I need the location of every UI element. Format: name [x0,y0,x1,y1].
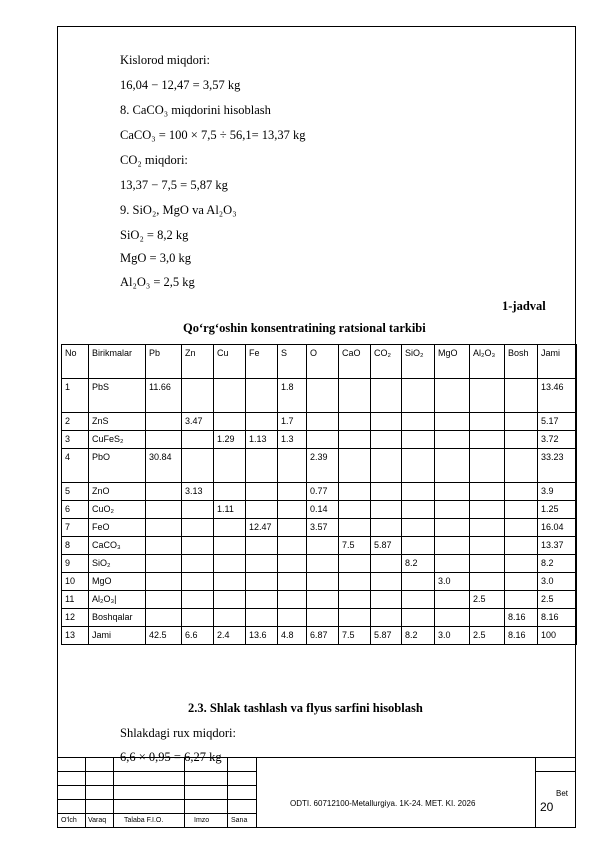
text-line: 6,6 × 0,95 = 6,27 kg [120,750,222,764]
table-cell [402,519,435,537]
stamp-col-label: Talaba F.I.O. [124,817,164,824]
table-cell: 1.3 [278,431,307,449]
table-cell [505,449,538,483]
table-cell [307,609,339,627]
table-row [62,555,577,573]
table-cell: 5.87 [371,627,402,645]
text-line: 16,04 − 12,47 = 3,57 kg [120,78,241,92]
table-cell: 10 [62,573,89,591]
table-cell [470,537,505,555]
table-cell: 100 [538,627,577,645]
table-caption: Qo‘rg‘oshin konsentratining ratsional tarkibi [183,321,426,335]
table-cell [470,413,505,431]
table-cell [470,519,505,537]
table-cell: 3.0 [435,627,470,645]
table-cell [182,591,214,609]
table-cell [307,573,339,591]
table-cell: 1.29 [214,431,246,449]
table-cell [146,483,182,501]
table-cell [435,501,470,519]
table-cell [246,573,278,591]
table-row [62,537,577,555]
table-cell [146,609,182,627]
text-line: Kislorod miqdori: [120,53,210,67]
table-cell: Al₂O₃| [89,591,146,609]
table-cell: Boshqalar [89,609,146,627]
table-cell [505,573,538,591]
table-cell [470,483,505,501]
table-cell [402,431,435,449]
table-cell [470,555,505,573]
table-cell [146,431,182,449]
table-cell [339,573,371,591]
table-cell [182,449,214,483]
table-header-cell: No [62,345,89,379]
table-cell: ZnS [89,413,146,431]
table-cell [246,483,278,501]
table-cell: 4.8 [278,627,307,645]
table-cell [402,413,435,431]
table-cell: 11 [62,591,89,609]
table-cell: CuO₂ [89,501,146,519]
text-line: 8. CaCO₃ miqdorini hisoblash [120,103,271,117]
table-cell: FeO [89,519,146,537]
table-cell: 8.16 [505,627,538,645]
table-cell [278,483,307,501]
table-cell [371,519,402,537]
table-cell: 2.5 [470,591,505,609]
table-cell: 13.6 [246,627,278,645]
table-cell [214,379,246,413]
table-cell: 2.4 [214,627,246,645]
table-cell [146,501,182,519]
table-cell: 8.2 [402,555,435,573]
table-cell [505,555,538,573]
table-cell: 7.5 [339,537,371,555]
table-cell [371,573,402,591]
table-cell [246,555,278,573]
table-cell: 33.23 [538,449,577,483]
table-cell [339,379,371,413]
table-cell [339,413,371,431]
table-cell [214,609,246,627]
document-code: ODTI. 60712100-Metallurgiya. 1K-24. MET. KI. 2026 [290,799,476,808]
table-cell: ZnO [89,483,146,501]
table-cell: 0.14 [307,501,339,519]
table-cell [402,609,435,627]
table-cell: 3.0 [435,573,470,591]
table-cell: PbS [89,379,146,413]
table-cell [402,449,435,483]
stamp-col-label: Imzo [194,817,210,824]
table-cell: 3.57 [307,519,339,537]
table-cell [339,483,371,501]
table-cell: 13.37 [538,537,577,555]
table-cell [246,609,278,627]
table-cell [278,591,307,609]
table-cell [435,449,470,483]
text-line: CaCO₃ = 100 × 7,5 ÷ 56,1= 13,37 kg [120,128,306,142]
table-cell: 3.9 [538,483,577,501]
table-cell [505,413,538,431]
table-cell [505,591,538,609]
table-cell: 1 [62,379,89,413]
table-cell [435,519,470,537]
table-cell [278,537,307,555]
table-cell [339,501,371,519]
table-cell: 7.5 [339,627,371,645]
table-cell [182,609,214,627]
table-cell [435,609,470,627]
table-cell [339,591,371,609]
table-cell [146,413,182,431]
table-header-cell: Birikmalar [89,345,146,379]
table-cell [470,573,505,591]
table-header-cell: Zn [182,345,214,379]
table-header-cell: S [278,345,307,379]
table-cell: MgO [89,573,146,591]
table-cell: 11.66 [146,379,182,413]
table-cell: 8.2 [538,555,577,573]
table-cell: 5.17 [538,413,577,431]
table-row [62,379,577,413]
table-cell [470,501,505,519]
table-cell [435,483,470,501]
text-line: SiO₂ = 8,2 kg [120,228,189,242]
table-header-cell: CaO [339,345,371,379]
table-cell [182,537,214,555]
section-title: 2.3. Shlak tashlash va flyus sarfini hisoblash [188,701,423,715]
table-cell [339,449,371,483]
table-cell: CuFeS₂ [89,431,146,449]
table-cell [214,555,246,573]
table-cell: 13 [62,627,89,645]
table-cell [402,501,435,519]
table-cell [339,609,371,627]
text-line: CO₂ miqdori: [120,153,188,167]
table-cell: 0.77 [307,483,339,501]
table-header-cell: Bosh [505,345,538,379]
table-cell [182,573,214,591]
table-cell [470,449,505,483]
table-cell [505,379,538,413]
table-header-cell: SiO₂ [402,345,435,379]
table-cell [278,555,307,573]
table-cell [371,379,402,413]
table-header-cell: CO₂ [371,345,402,379]
text-line: 13,37 − 7,5 = 5,87 kg [120,178,228,192]
table-cell [435,431,470,449]
table-cell: 8.16 [505,609,538,627]
table-cell [246,413,278,431]
table-cell [505,501,538,519]
table-cell [146,519,182,537]
table-cell: SiO₂ [89,555,146,573]
table-cell: 1.11 [214,501,246,519]
table-cell [278,573,307,591]
table-cell: 6 [62,501,89,519]
table-cell: 1.7 [278,413,307,431]
page-number: 20 [540,800,554,814]
table-row [62,501,577,519]
table-cell: 1.25 [538,501,577,519]
table-cell: CaCO₃ [89,537,146,555]
table-cell [307,431,339,449]
table-cell [278,501,307,519]
table-header-cell: Fe [246,345,278,379]
text-line: Al₂O₃ = 2,5 kg [120,275,195,289]
table-cell [146,537,182,555]
table-cell [435,537,470,555]
table-cell [182,379,214,413]
table-cell: 2 [62,413,89,431]
table-cell [402,483,435,501]
table-header-cell: Al₂O₃ [470,345,505,379]
table-cell [246,501,278,519]
stamp-col-label: Sana [231,817,248,824]
table-cell [307,379,339,413]
table-cell [146,573,182,591]
table-cell [182,431,214,449]
table-row [62,449,577,483]
table-cell: PbO [89,449,146,483]
table-cell [307,591,339,609]
table-cell [146,591,182,609]
table-cell: Jami [89,627,146,645]
table-cell [339,519,371,537]
table-cell [246,449,278,483]
table-cell [307,413,339,431]
table-cell: 4 [62,449,89,483]
table-cell [371,431,402,449]
table-cell: 1.8 [278,379,307,413]
text-line: MgO = 3,0 kg [120,251,191,265]
table-cell [402,537,435,555]
table-cell: 3.13 [182,483,214,501]
table-cell: 12.47 [246,519,278,537]
table-cell [470,609,505,627]
text-line: Shlakdagi rux miqdori: [120,726,236,740]
table-cell [307,537,339,555]
stamp-col-label: Varaq [88,817,107,824]
table-cell: 5 [62,483,89,501]
table-row [62,627,577,645]
table-cell [371,555,402,573]
table-cell [214,413,246,431]
table-cell [435,379,470,413]
table-cell [505,483,538,501]
table-cell [371,449,402,483]
table-cell: 3.0 [538,573,577,591]
table-cell [339,555,371,573]
table-cell [435,413,470,431]
text-line: 9. SiO₂, MgO va Al₂O₃ [120,203,237,217]
table-cell [402,379,435,413]
table-label: 1-jadval [502,299,546,313]
table-cell [278,519,307,537]
table-cell: 8.16 [538,609,577,627]
table-cell: 2.5 [538,591,577,609]
table-cell [182,555,214,573]
table-cell [435,555,470,573]
table-row [62,519,577,537]
table-row [62,609,577,627]
table-cell [246,537,278,555]
table-cell [505,431,538,449]
table-cell: 6.87 [307,627,339,645]
table-header-cell: Jami [538,345,577,379]
table-cell: 1.13 [246,431,278,449]
table-header-row [62,345,577,379]
table-cell: 16.04 [538,519,577,537]
table-cell [402,573,435,591]
table-row [62,591,577,609]
table-row [62,573,577,591]
table-cell [214,537,246,555]
table-header-cell: Cu [214,345,246,379]
table-cell [246,591,278,609]
table-cell [339,431,371,449]
table-cell [182,519,214,537]
table-cell: 30.84 [146,449,182,483]
table-cell [214,573,246,591]
table-cell: 8.2 [402,627,435,645]
table-cell: 5.87 [371,537,402,555]
table-cell [470,431,505,449]
table-header-cell: Pb [146,345,182,379]
table-cell: 12 [62,609,89,627]
table-cell [371,413,402,431]
table-cell: 7 [62,519,89,537]
table-cell [371,501,402,519]
stamp-col-label: O'lch [61,817,77,824]
table-header-cell: MgO [435,345,470,379]
table-cell [505,519,538,537]
table-cell: 42.5 [146,627,182,645]
table-cell [371,591,402,609]
table-row [62,413,577,431]
table-cell: 2.5 [470,627,505,645]
table-cell: 3.72 [538,431,577,449]
table-cell [470,379,505,413]
table-cell [371,609,402,627]
table-cell [402,591,435,609]
table-cell: 13.46 [538,379,577,413]
table-cell: 2.39 [307,449,339,483]
table-cell: 6.6 [182,627,214,645]
table-cell [278,609,307,627]
table-cell: 8 [62,537,89,555]
table-cell [182,501,214,519]
table-cell [371,483,402,501]
table-cell [214,449,246,483]
table-cell [214,519,246,537]
composition-table [61,344,577,645]
table-cell [435,591,470,609]
table-cell [146,555,182,573]
table-cell: 3 [62,431,89,449]
table-cell [278,449,307,483]
table-cell [214,483,246,501]
table-cell: 3.47 [182,413,214,431]
table-cell [246,379,278,413]
table-row [62,483,577,501]
table-header-cell: O [307,345,339,379]
table-cell [307,555,339,573]
table-cell: 9 [62,555,89,573]
table-row [62,431,577,449]
table-cell [214,591,246,609]
page-label: Bet [556,789,569,798]
table-cell [505,537,538,555]
